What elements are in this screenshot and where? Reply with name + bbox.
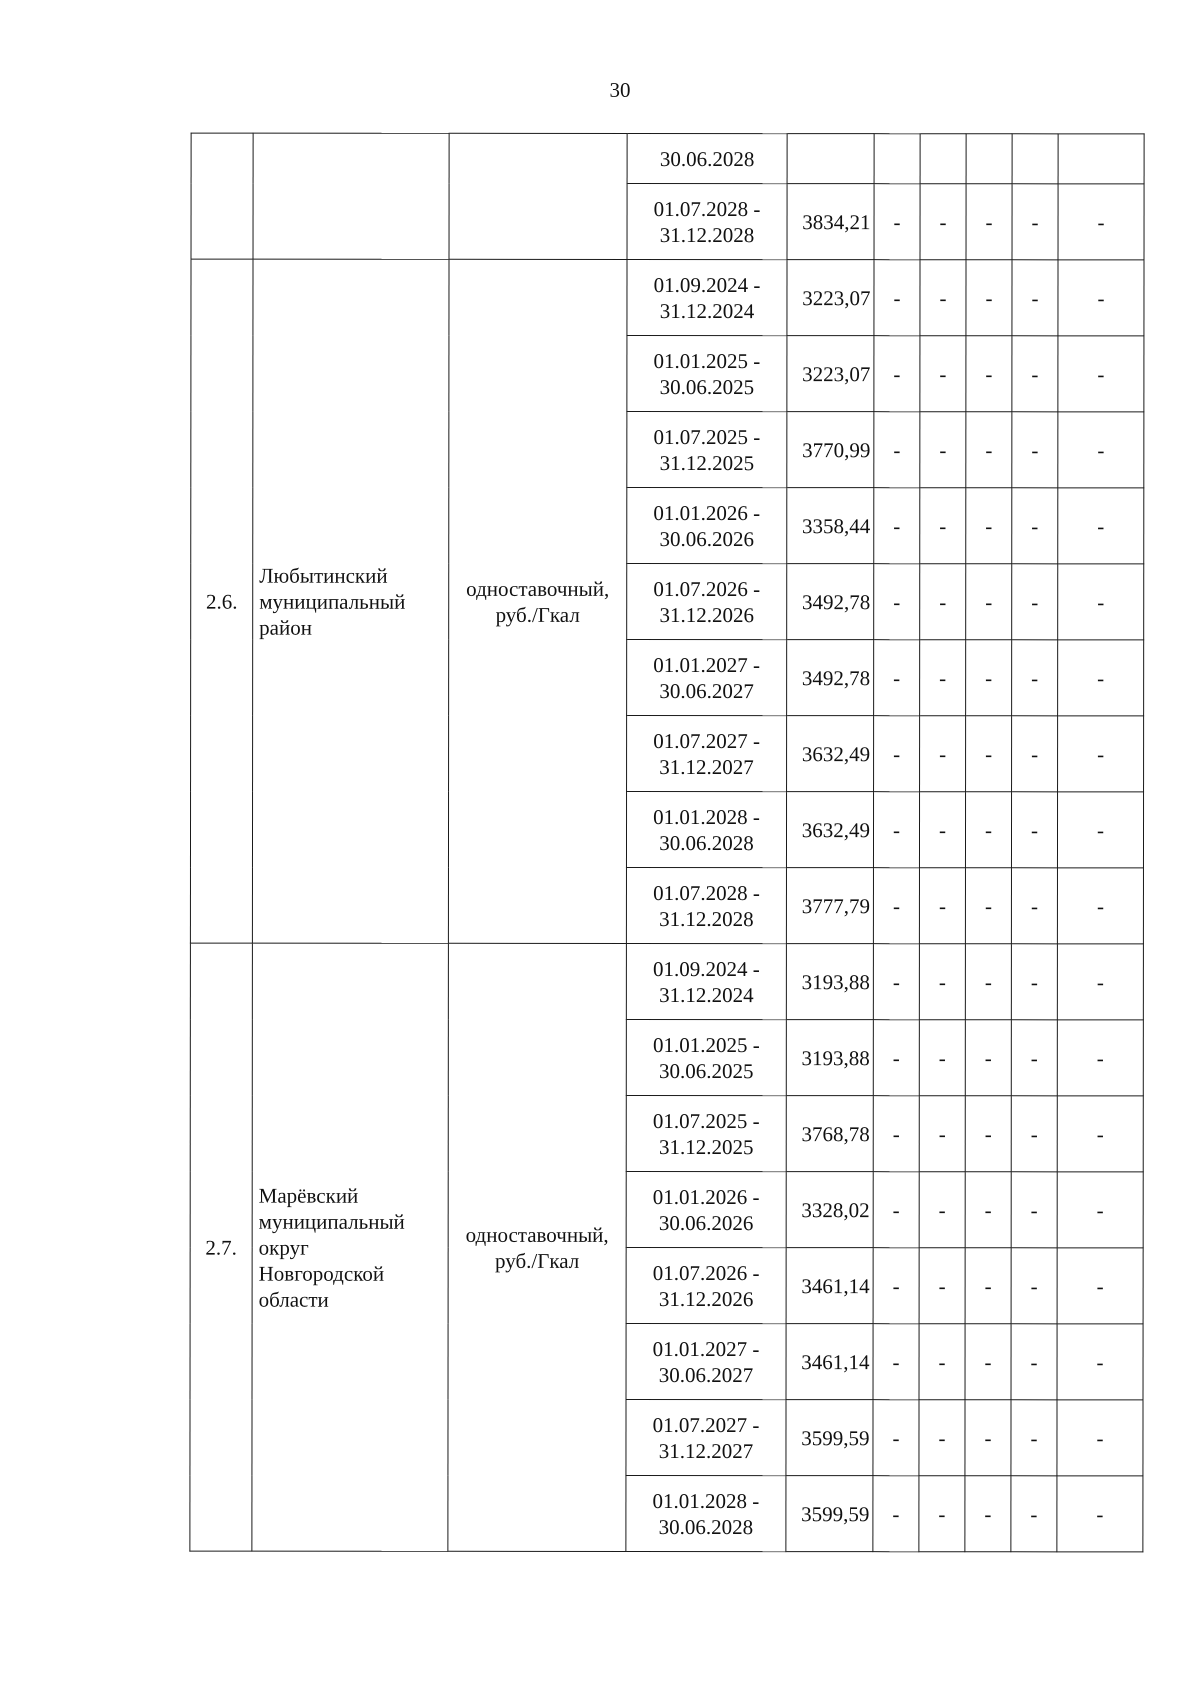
empty-value-dash-text: - [892,1501,900,1526]
period-cell-text: 01.07.2026 - 31.12.2026 [652,1260,760,1311]
empty-value-dash [920,488,966,564]
empty-value-dash [1058,260,1144,336]
rate-cell [787,640,874,716]
empty-value-dash-text: - [1097,209,1105,234]
rate-cell-text: 3632,49 [801,817,871,842]
empty-value-dash [919,792,965,868]
period-cell [627,715,787,791]
tariff-type-cell-text: одноставочный, руб./Гкал [465,1222,609,1273]
empty-value-dash-text: - [984,1045,992,1070]
empty-value-dash [874,184,920,260]
empty-value-dash-text: - [1030,893,1038,918]
rate-cell-text: 3777,79 [801,893,870,918]
empty-value-dash [1012,184,1058,260]
empty-value-dash-text: - [1031,665,1039,690]
empty-value-dash-text: - [1097,513,1105,538]
empty-value-dash [1057,1324,1143,1400]
empty-value-dash-text: - [1031,209,1039,234]
period-cell [626,1247,786,1323]
empty-value-dash-text: - [892,969,900,994]
empty-value-dash [1058,336,1144,412]
period-cell-text: 01.07.2028 - 31.12.2028 [653,880,760,931]
empty-value-dash [965,1096,1011,1172]
rate-cell [787,488,874,564]
empty-value-dash [919,1476,965,1552]
period-cell [627,259,787,335]
empty-value-dash-text: - [893,589,901,614]
empty-value-dash [1057,1248,1143,1324]
empty-value-dash [966,564,1012,640]
empty-cell [966,134,1012,184]
empty-value-dash-text: - [1096,1121,1104,1146]
period-cell [627,563,787,639]
empty-value-dash [1057,1172,1143,1248]
empty-value-dash [873,868,919,944]
rate-cell [786,868,873,944]
empty-value-dash-text: - [893,285,901,310]
empty-value-dash [874,640,920,716]
period-cell-text: 01.01.2026 - 30.06.2026 [653,500,761,551]
period-cell-text: 01.01.2027 - 30.06.2027 [652,1336,760,1387]
table-row [190,943,1143,1020]
period-cell [627,411,787,487]
empty-value-dash [1011,1020,1057,1096]
empty-value-dash [920,640,966,716]
rate-cell-text: 3599,59 [801,1501,870,1526]
tariff-type-cell [448,943,627,1551]
empty-value-dash-text: - [892,1425,900,1450]
empty-value-dash [1011,1172,1057,1248]
empty-value-dash-text: - [1097,361,1105,386]
empty-value-dash [1058,184,1144,260]
territory-cell [253,133,449,259]
territory-cell-text: Любытинский муниципальный район [259,563,406,640]
empty-value-dash-text: - [984,1273,992,1298]
empty-value-dash [920,260,966,336]
period-cell [626,867,786,943]
period-cell-text: 01.07.2027 - 31.12.2027 [653,728,760,779]
empty-value-dash [965,944,1011,1020]
empty-cell [1058,134,1144,184]
empty-value-dash [874,260,920,336]
period-cell-text: 01.01.2028 - 30.06.2028 [653,804,760,855]
period-cell-text: 30.06.2028 [659,146,755,171]
rate-cell [786,1020,873,1096]
empty-value-dash [1012,716,1058,792]
empty-value-dash-text: - [892,1045,900,1070]
tariff-type-cell [449,133,627,259]
empty-value-dash [873,1324,919,1400]
empty-value-dash [920,716,966,792]
empty-value-dash-text: - [938,1197,946,1222]
empty-value-dash [1058,564,1144,640]
rate-cell-text: 3492,78 [801,589,871,614]
empty-value-dash [919,1400,965,1476]
empty-value-dash [966,716,1012,792]
period-cell [626,1171,786,1247]
empty-value-dash-text: - [938,969,946,994]
empty-value-dash-text: - [1031,741,1039,766]
empty-value-dash [920,412,966,488]
row-number-cell-text: 2.7. [205,1235,237,1260]
empty-value-dash-text: - [1096,1425,1104,1450]
territory-cell [252,259,449,943]
empty-value-dash [965,1172,1011,1248]
empty-value-dash-text: - [938,893,946,918]
rate-cell-text: 3193,88 [801,969,870,994]
empty-value-dash-text: - [893,437,901,462]
empty-value-dash [1058,640,1144,716]
empty-value-dash-text: - [939,513,947,538]
empty-value-dash-text: - [939,437,947,462]
empty-value-dash-text: - [892,1273,900,1298]
empty-value-dash-text: - [893,361,901,386]
empty-value-dash [965,792,1011,868]
empty-value-dash [1012,564,1058,640]
empty-value-dash [874,716,920,792]
empty-value-dash-text: - [1096,1501,1104,1526]
empty-value-dash-text: - [938,1045,946,1070]
empty-value-dash-text: - [984,1501,992,1526]
empty-value-dash-text: - [1030,1121,1038,1146]
empty-value-dash-text: - [985,437,993,462]
empty-value-dash [1057,1400,1143,1476]
empty-value-dash [1011,1400,1057,1476]
rate-cell [786,1400,873,1476]
tariff-type-cell-text: одноставочный, руб./Гкал [466,576,610,627]
empty-value-dash [1057,1020,1143,1096]
rate-cell-text: 3632,49 [801,741,871,766]
period-cell [627,335,787,411]
empty-value-dash [1058,488,1144,564]
table-body [190,133,1144,1552]
row-number-cell [190,943,253,1551]
empty-value-dash-text: - [1097,589,1105,614]
period-cell [627,487,787,563]
empty-value-dash [873,1476,919,1552]
empty-value-dash [1012,336,1058,412]
empty-value-dash [920,184,966,260]
empty-value-dash-text: - [985,741,993,766]
table-row [191,259,1144,336]
empty-value-dash-text: - [938,1425,946,1450]
empty-value-dash [965,1400,1011,1476]
empty-value-dash-text: - [1096,893,1104,918]
rate-cell [786,1096,873,1172]
empty-value-dash [920,336,966,412]
empty-value-dash-text: - [1097,285,1105,310]
empty-value-dash [1058,716,1144,792]
period-cell-text: 01.01.2026 - 30.06.2026 [652,1184,760,1235]
empty-value-dash [965,1248,1011,1324]
empty-value-dash [919,1172,965,1248]
period-cell-text: 01.07.2025 - 31.12.2025 [652,1108,760,1159]
rate-cell [786,944,873,1020]
empty-value-dash [873,1172,919,1248]
empty-value-dash-text: - [939,361,947,386]
empty-value-dash [919,1020,965,1096]
empty-value-dash-text: - [985,817,993,842]
rate-cell [787,716,874,792]
empty-value-dash [1057,792,1143,868]
rate-cell [787,260,874,336]
empty-cell [1012,134,1058,184]
empty-value-dash-text: - [985,209,993,234]
empty-value-dash [1057,944,1143,1020]
period-cell-text: 01.01.2025 - 30.06.2025 [653,348,761,399]
period-cell [627,639,787,715]
empty-value-dash-text: - [1030,969,1038,994]
empty-value-dash [1057,1476,1143,1552]
rate-cell-text: 3223,07 [802,361,871,386]
tariff-table [189,133,1144,1553]
empty-value-dash [1011,1324,1057,1400]
rate-cell-text: 3223,07 [802,285,871,310]
empty-value-dash [873,1400,919,1476]
empty-value-dash [966,336,1012,412]
empty-value-dash-text: - [1096,969,1104,994]
empty-value-dash-text: - [985,589,993,614]
empty-value-dash-text: - [1030,1349,1038,1374]
empty-value-dash-text: - [984,1425,992,1450]
empty-value-dash-text: - [892,1349,900,1374]
empty-value-dash [965,1324,1011,1400]
empty-value-dash-text: - [985,665,993,690]
empty-value-dash-text: - [938,1273,946,1298]
empty-value-dash-text: - [984,1197,992,1222]
empty-value-dash [874,488,920,564]
empty-value-dash-text: - [1097,665,1105,690]
rate-cell [786,1476,873,1552]
empty-value-dash [965,1020,1011,1096]
empty-cell [874,134,920,184]
rate-cell-text: 3328,02 [801,1197,870,1222]
empty-value-dash [919,868,965,944]
empty-value-dash [1012,412,1058,488]
empty-value-dash [1011,1096,1057,1172]
empty-value-dash [1011,944,1057,1020]
empty-value-dash [873,1248,919,1324]
empty-value-dash-text: - [1097,817,1105,842]
tariff-type-cell [448,259,627,943]
empty-value-dash-text: - [1031,361,1039,386]
empty-value-dash [966,260,1012,336]
empty-value-dash [873,944,919,1020]
territory-cell-text: Марёвский муниципальный округ Новгородской области [258,1183,405,1312]
empty-value-dash-text: - [893,513,901,538]
period-cell [626,791,786,867]
empty-cell [920,134,966,184]
rate-cell [786,1324,873,1400]
rate-cell [787,564,874,640]
empty-value-dash-text: - [1030,1425,1038,1450]
empty-value-dash [966,184,1012,260]
rate-cell [786,792,873,868]
empty-value-dash-text: - [1097,741,1105,766]
empty-value-dash-text: - [892,1197,900,1222]
empty-value-dash [1012,640,1058,716]
empty-value-dash [965,1476,1011,1552]
empty-value-dash [873,1096,919,1172]
empty-value-dash-text: - [893,741,901,766]
empty-value-dash [1012,260,1058,336]
rate-cell-text: 3834,21 [802,209,871,234]
empty-value-dash [1057,868,1143,944]
empty-value-dash-text: - [1031,817,1039,842]
empty-value-dash-text: - [985,513,993,538]
empty-value-dash [874,412,920,488]
empty-value-dash-text: - [1031,285,1039,310]
empty-value-dash [1011,792,1057,868]
empty-value-dash-text: - [984,1349,992,1374]
empty-value-dash [1011,868,1057,944]
empty-value-dash-text: - [1030,1045,1038,1070]
territory-cell [252,943,449,1551]
period-cell [626,1475,786,1551]
period-cell-text: 01.01.2025 - 30.06.2025 [652,1032,760,1083]
empty-value-dash [966,640,1012,716]
rate-cell [787,134,874,184]
period-cell [627,183,787,259]
empty-value-dash [966,488,1012,564]
empty-value-dash-text: - [893,209,901,234]
empty-value-dash-text: - [938,1121,946,1146]
period-cell-text: 01.09.2024 - 31.12.2024 [653,272,761,323]
empty-value-dash [1057,1096,1143,1172]
rate-cell-text: 3461,14 [801,1349,870,1374]
empty-value-dash-text: - [939,209,947,234]
rate-cell-text: 3358,44 [802,513,871,538]
empty-value-dash-text: - [939,589,947,614]
period-cell [626,943,786,1019]
rate-cell [786,1248,873,1324]
period-cell-text: 01.01.2027 - 30.06.2027 [653,652,761,703]
period-cell [626,1095,786,1171]
empty-value-dash [1011,1476,1057,1552]
empty-value-dash-text: - [1030,1501,1038,1526]
empty-value-dash-text: - [1031,589,1039,614]
empty-value-dash [1011,1248,1057,1324]
period-cell [626,1019,786,1095]
period-cell [626,1399,786,1475]
rate-cell-text: 3193,88 [801,1045,870,1070]
empty-value-dash-text: - [985,285,993,310]
page-number: 30 [609,78,631,102]
rate-cell-text: 3599,59 [801,1425,870,1450]
period-cell-text: 01.07.2026 - 31.12.2026 [653,576,761,627]
empty-value-dash-text: - [939,741,947,766]
rate-cell [787,184,874,260]
rate-cell-text: 3770,99 [802,437,871,462]
empty-value-dash-text: - [939,665,947,690]
empty-value-dash [919,1324,965,1400]
empty-value-dash [873,1020,919,1096]
empty-value-dash-text: - [1030,1273,1038,1298]
rate-cell [786,1172,873,1248]
empty-value-dash-text: - [1031,513,1039,538]
rate-cell-text: 3461,14 [801,1273,870,1298]
empty-value-dash [874,564,920,640]
period-cell-text: 01.07.2027 - 31.12.2027 [652,1412,760,1463]
empty-value-dash-text: - [1096,1273,1104,1298]
empty-value-dash-text: - [1096,1045,1104,1070]
empty-value-dash-text: - [1096,1197,1104,1222]
empty-value-dash [966,412,1012,488]
empty-value-dash [965,868,1011,944]
period-cell [626,1323,786,1399]
period-cell-text: 01.01.2028 - 30.06.2028 [652,1488,760,1539]
empty-value-dash-text: - [985,361,993,386]
empty-value-dash [919,1248,965,1324]
period-cell-text: 01.07.2025 - 31.12.2025 [653,424,761,475]
empty-value-dash-text: - [939,285,947,310]
empty-value-dash-text: - [984,1121,992,1146]
empty-value-dash [1012,488,1058,564]
empty-value-dash-text: - [938,1349,946,1374]
period-cell [627,133,787,183]
empty-value-dash-text: - [984,893,992,918]
empty-value-dash [919,944,965,1020]
empty-value-dash-text: - [938,1501,946,1526]
empty-value-dash-text: - [1031,437,1039,462]
row-number-cell [190,259,253,943]
empty-value-dash-text: - [1097,437,1105,462]
empty-value-dash-text: - [984,969,992,994]
empty-value-dash [873,792,919,868]
rate-cell-text: 3492,78 [801,665,871,690]
rate-cell [787,336,874,412]
period-cell-text: 01.09.2024 - 31.12.2024 [653,956,760,1007]
empty-value-dash [919,1096,965,1172]
empty-value-dash-text: - [939,817,947,842]
empty-value-dash [874,336,920,412]
empty-value-dash-text: - [892,1121,900,1146]
empty-value-dash-text: - [1096,1349,1104,1374]
row-number-cell [191,133,253,259]
empty-value-dash-text: - [893,817,901,842]
row-number-cell-text: 2.6. [205,589,238,614]
empty-value-dash-text: - [893,665,901,690]
period-cell-text: 01.07.2028 - 31.12.2028 [653,196,761,247]
empty-value-dash-text: - [892,893,900,918]
table-row [191,133,1144,184]
empty-value-dash-text: - [1030,1197,1038,1222]
empty-value-dash [920,564,966,640]
rate-cell [787,412,874,488]
rate-cell-text: 3768,78 [801,1121,870,1146]
empty-value-dash [1058,412,1144,488]
